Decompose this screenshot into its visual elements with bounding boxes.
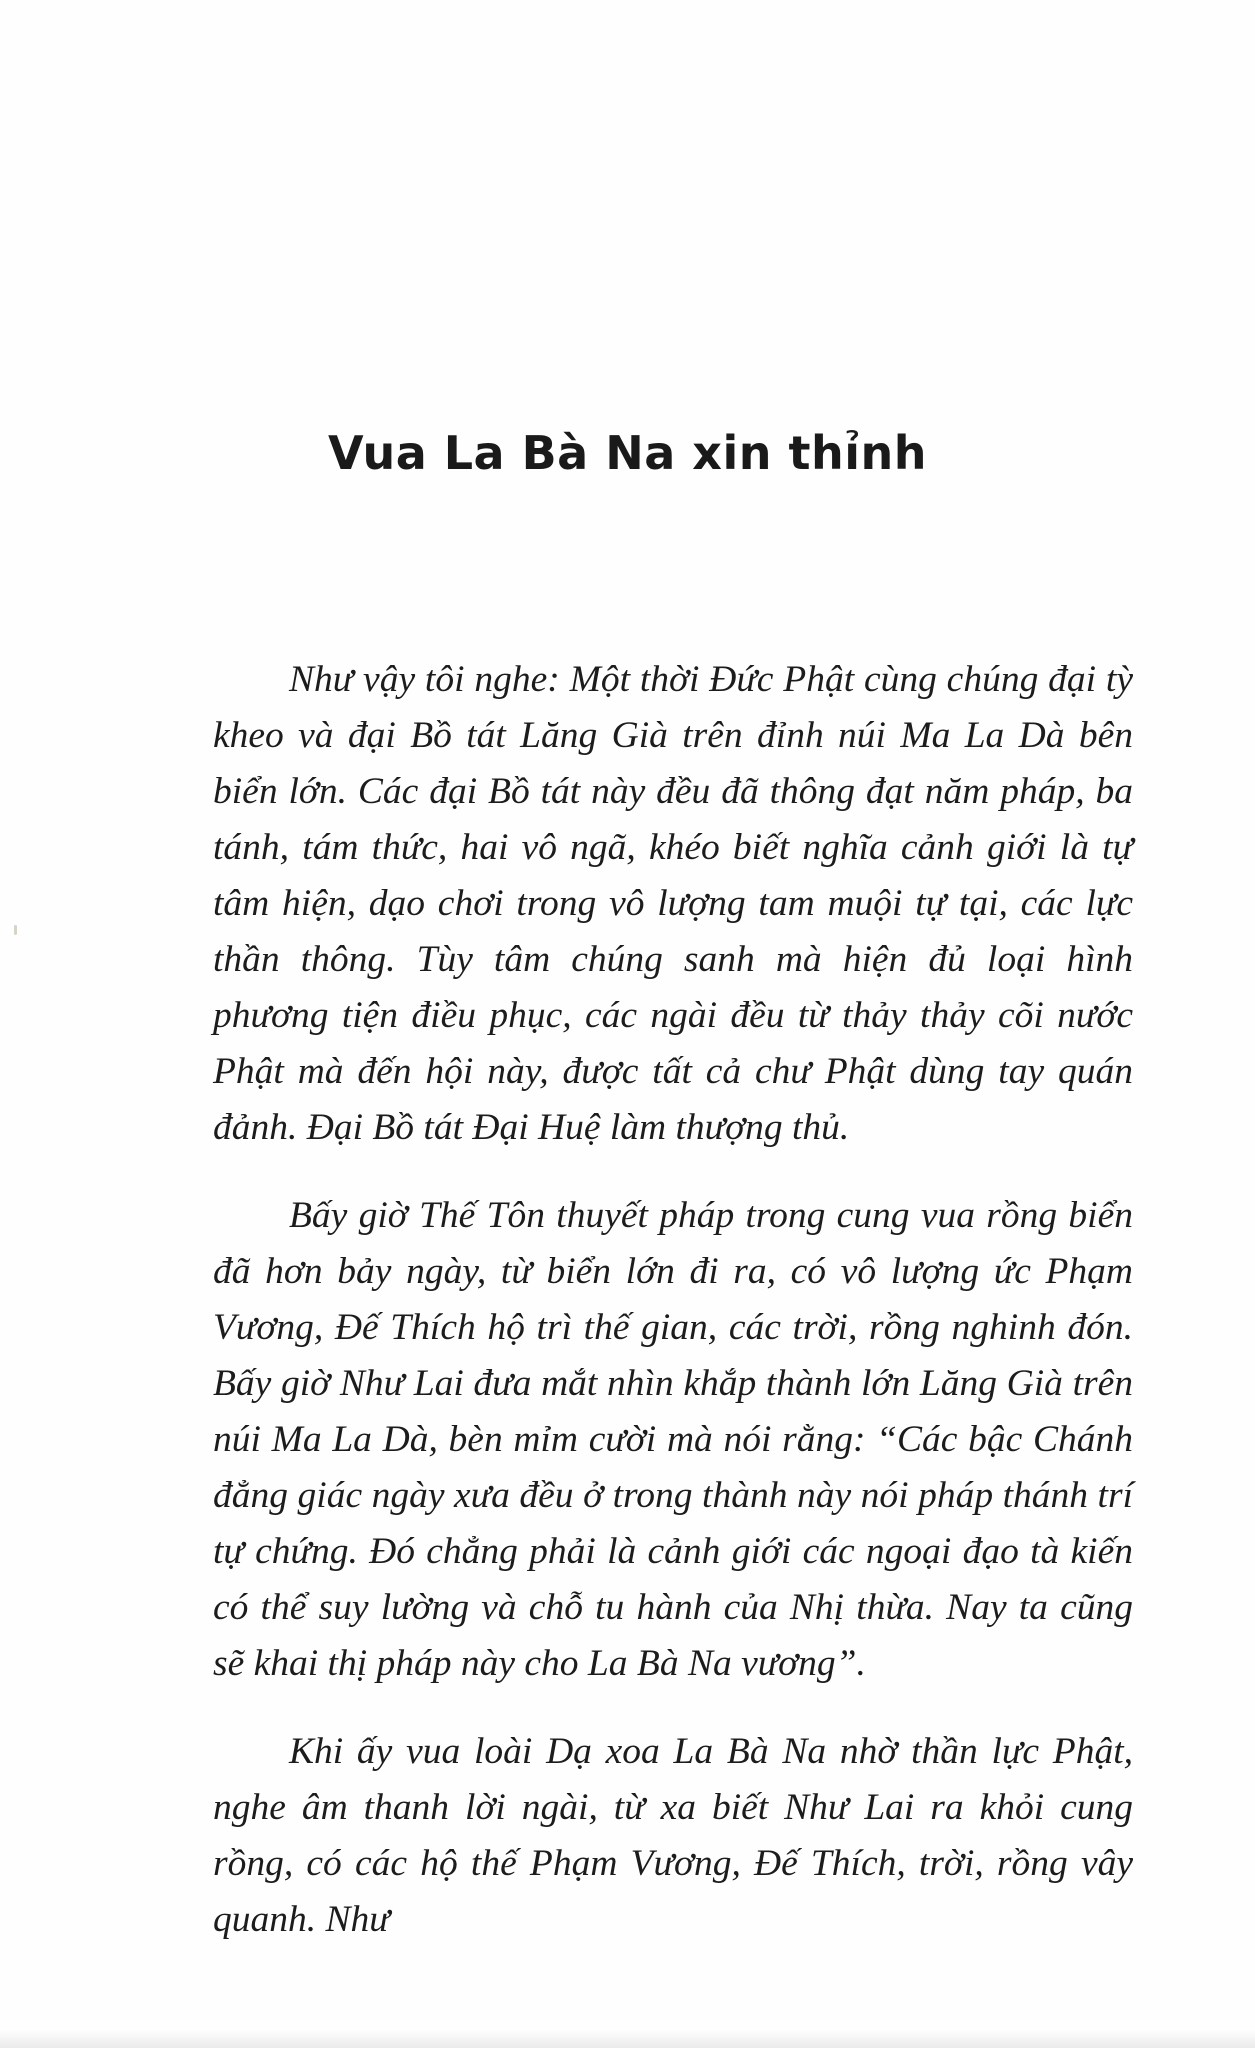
scan-speck (14, 925, 17, 935)
chapter-title: Vua La Bà Na xin thỉnh (327, 425, 927, 480)
paragraph: Bấy giờ Thế Tôn thuyết pháp trong cung vua rồng biển đã hơn bảy ngày, từ biển lớn đi ra, có vô lượng ức Phạm Vương, Đế Thích hộ trì thế gian, các trời, rồng nghinh đón. Bấy giờ Như Lai đưa mắt nhìn khắp thành lớn Lăng Già trên núi Ma La Dà, bèn mỉm cười mà nói rằng: “Các bậc Chánh đẳng giác ngày xưa đều ở trong thành này nói pháp thánh trí tự chứng. Đó chẳng phải là cảnh giới các ngoại đạo tà kiến có thể suy lường và chỗ tu hành của Nhị thừa. Nay ta cũng sẽ khai thị pháp này cho La Bà Na vương”. (213, 1195, 1133, 1684)
paragraph: Khi ấy vua loài Dạ xoa La Bà Na nhờ thần lực Phật, nghe âm thanh lời ngài, từ xa biết Như Lai ra khỏi cung rồng, có các hộ thế Phạm Vương, Đế Thích, trời, rồng vây quanh. Như (213, 1731, 1133, 1940)
paragraph: Như vậy tôi nghe: Một thời Đức Phật cùng chúng đại tỳ kheo và đại Bồ tát Lăng Già trên đỉnh núi Ma La Dà bên biển lớn. Các đại Bồ tát này đều đã thông đạt năm pháp, ba tánh, tám thức, hai vô ngã, khéo biết nghĩa cảnh giới là tự tâm hiện, dạo chơi trong vô lượng tam muội tự tại, các lực thần thông. Tùy tâm chúng sanh mà hiện đủ loại hình phương tiện điều phục, các ngài đều từ thảy thảy cõi nước Phật mà đến hội này, được tất cả chư Phật dùng tay quán đảnh. Đại Bồ tát Đại Huệ làm thượng thủ. (213, 659, 1133, 1148)
chapter-body (213, 652, 1133, 1980)
page-bottom-edge (0, 2030, 1255, 2048)
